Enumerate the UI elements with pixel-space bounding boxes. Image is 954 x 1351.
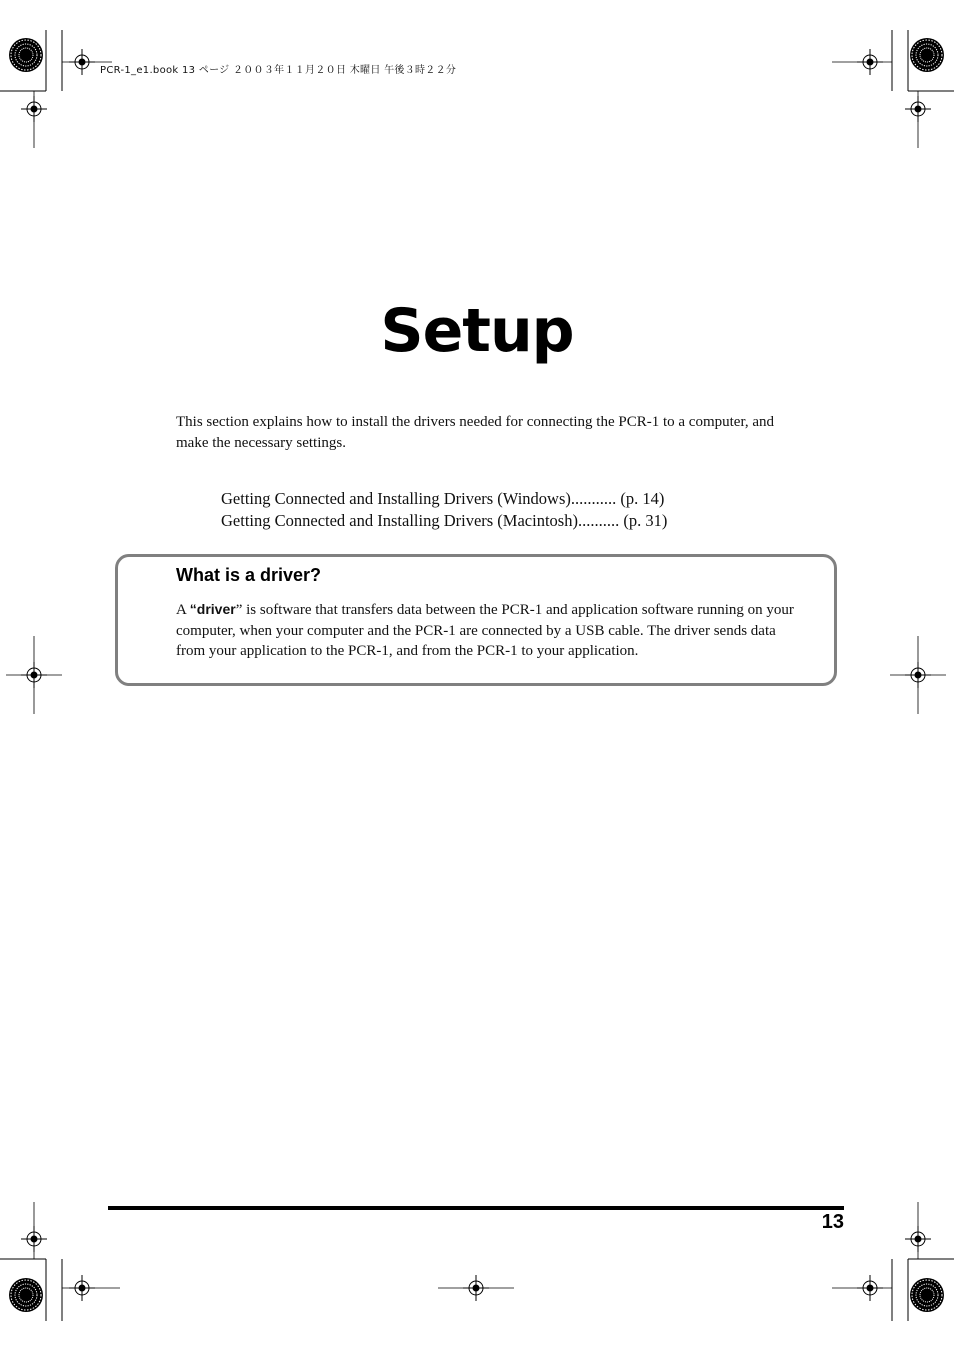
registration-starburst-icon <box>9 38 43 72</box>
page-title: Setup <box>380 296 574 366</box>
toc-entry-text: Getting Connected and Installing Drivers (Macintosh) <box>221 511 578 530</box>
footer-rule <box>108 1206 844 1210</box>
callout-term: “driver <box>189 601 236 617</box>
toc-entry-macintosh[interactable] <box>221 511 701 531</box>
registration-starburst-icon <box>910 1278 944 1312</box>
intro-paragraph: This section explains how to install the drivers needed for connecting the PCR-1 to a computer, and make the necessary settings. <box>176 414 775 451</box>
registration-starburst-icon <box>910 38 944 72</box>
toc-page-ref: (p. 14) <box>620 489 665 508</box>
callout-body <box>176 599 796 662</box>
page-number: 13 <box>821 1211 844 1233</box>
toc-leader: ........... <box>570 489 617 508</box>
callout-prefix: A <box>176 602 190 618</box>
registration-starburst-icon <box>9 1278 43 1312</box>
callout-heading: What is a driver? <box>176 565 322 585</box>
print-info-header: PCR-1_e1.book 13 ページ ２００３年１１月２０日 木曜日 午後３時２２分 <box>100 65 457 76</box>
toc-entry-windows[interactable] <box>221 489 701 509</box>
toc-entry-text: Getting Connected and Installing Drivers (Windows) <box>221 489 571 508</box>
toc-leader: .......... <box>577 511 620 530</box>
toc-page-ref: (p. 31) <box>623 511 668 530</box>
callout-text: ” is software that transfers data between the PCR-1 and application software running on your computer, when your computer and the PCR-1 are connected by a USB cable. The driver sends data from your application to the PCR-1, and from the PCR-1 to your application. <box>176 602 794 660</box>
